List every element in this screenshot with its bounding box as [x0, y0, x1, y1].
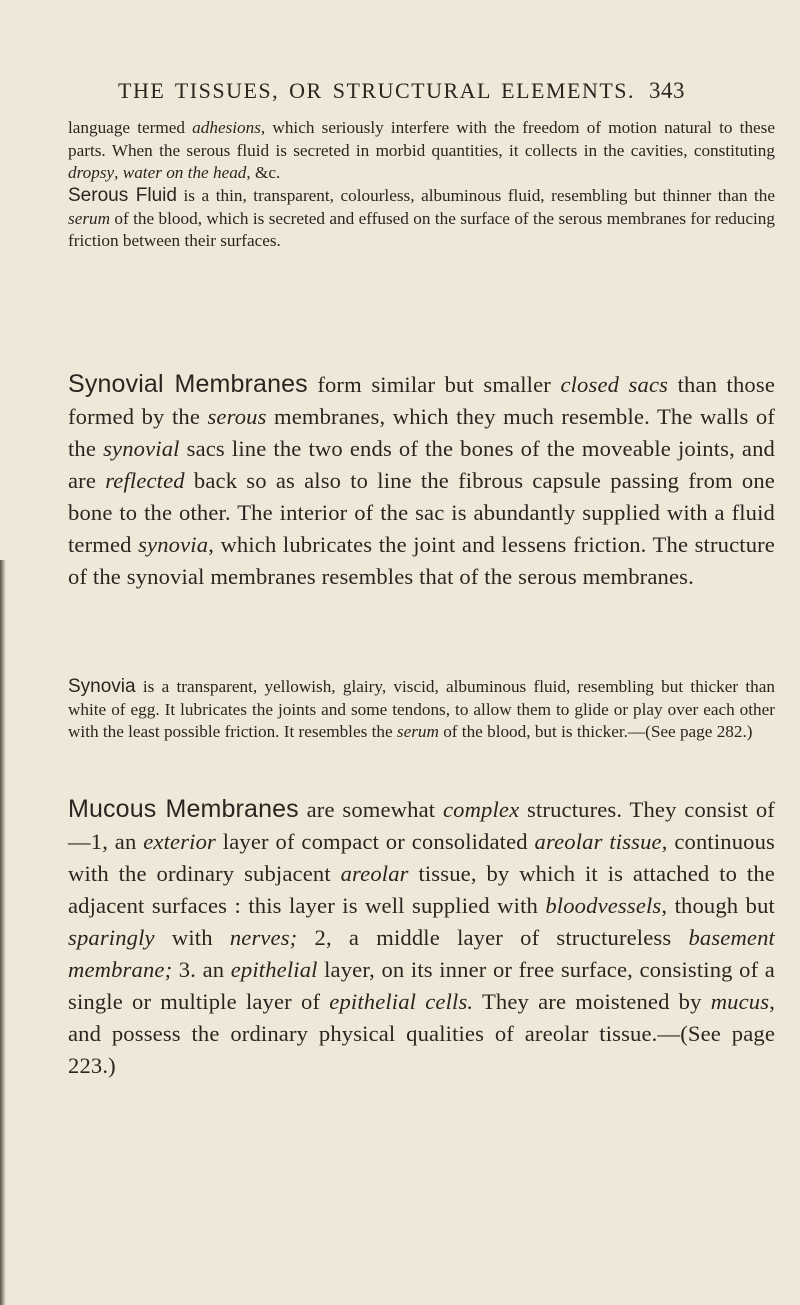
- term-water-on-head: water on the head: [122, 163, 247, 183]
- page-gutter-shadow: [0, 560, 6, 1305]
- paragraph-adhesions: language termed adhesions, which seriously interfere with the freedom of motion natural to these parts. When the serous fluid is secreted in morbid quantities, it collects in the cavities, constituting dropsy, water on the head, &c.: [68, 118, 775, 183]
- running-header: [118, 78, 768, 104]
- heading-synovial-membranes: Synovial Membranes: [68, 370, 308, 398]
- heading-mucous-membranes: Mucous Membranes: [68, 795, 299, 823]
- page-number: 343: [649, 78, 686, 103]
- section-synovial-membranes: Synovial Membranes form similar but smaller closed sacs than those formed by the serous membranes, which they much resemble. The walls of the synovial sacs line the two ends of the bones of the moveable joints, and are reflected back so as also to line the fibrous capsule passing from one bone to the other. The interior of the sac is abundantly supplied with a fluid termed synovia, which lubricates the joint and lessens friction. The structure of the synovial membranes resembles that of the serous membranes.: [68, 370, 775, 589]
- term-dropsy: dropsy: [68, 163, 115, 183]
- term-adhesions: adhesions: [192, 118, 261, 137]
- section-serous-fluid: Serous Fluid is a thin, transparent, colourless, albuminous fluid, resembling but thinner than the serum of the blood, which is secreted and effused on the surface of the serous membranes for reducing friction between their surfaces.: [68, 185, 775, 251]
- heading-synovia: Synovia: [68, 676, 136, 697]
- section-mucous-membranes: Mucous Membranes are somewhat complex structures. They consist of—1, an exterior layer of compact or consolidated areolar tissue, continuous with the ordinary subjacent areolar tissue, by which it is attached to the adjacent surfaces : this layer is well supplied with bloodvessels, though but sparingly with nerves; 2, a middle layer of structureless basement membrane; 3. an epithelial layer, on its inner or free surface, consisting of a single or multiple layer of epithelial cells. They are moistened by mucus, and possess the ordinary physical qualities of areolar tissue.—(See page 223.): [68, 795, 775, 1078]
- header-title: THE TISSUES, OR STRUCTURAL ELEMENTS.: [118, 78, 636, 103]
- section-synovia: Synovia is a transparent, yellowish, glairy, viscid, albuminous fluid, resembling but thicker than white of egg. It lubricates the joints and some tendons, to allow them to glide or play over each other with the least possible friction. It resembles the serum of the blood, but is thicker.—(See page 282.): [68, 676, 775, 742]
- heading-serous-fluid: Serous Fluid: [68, 185, 177, 206]
